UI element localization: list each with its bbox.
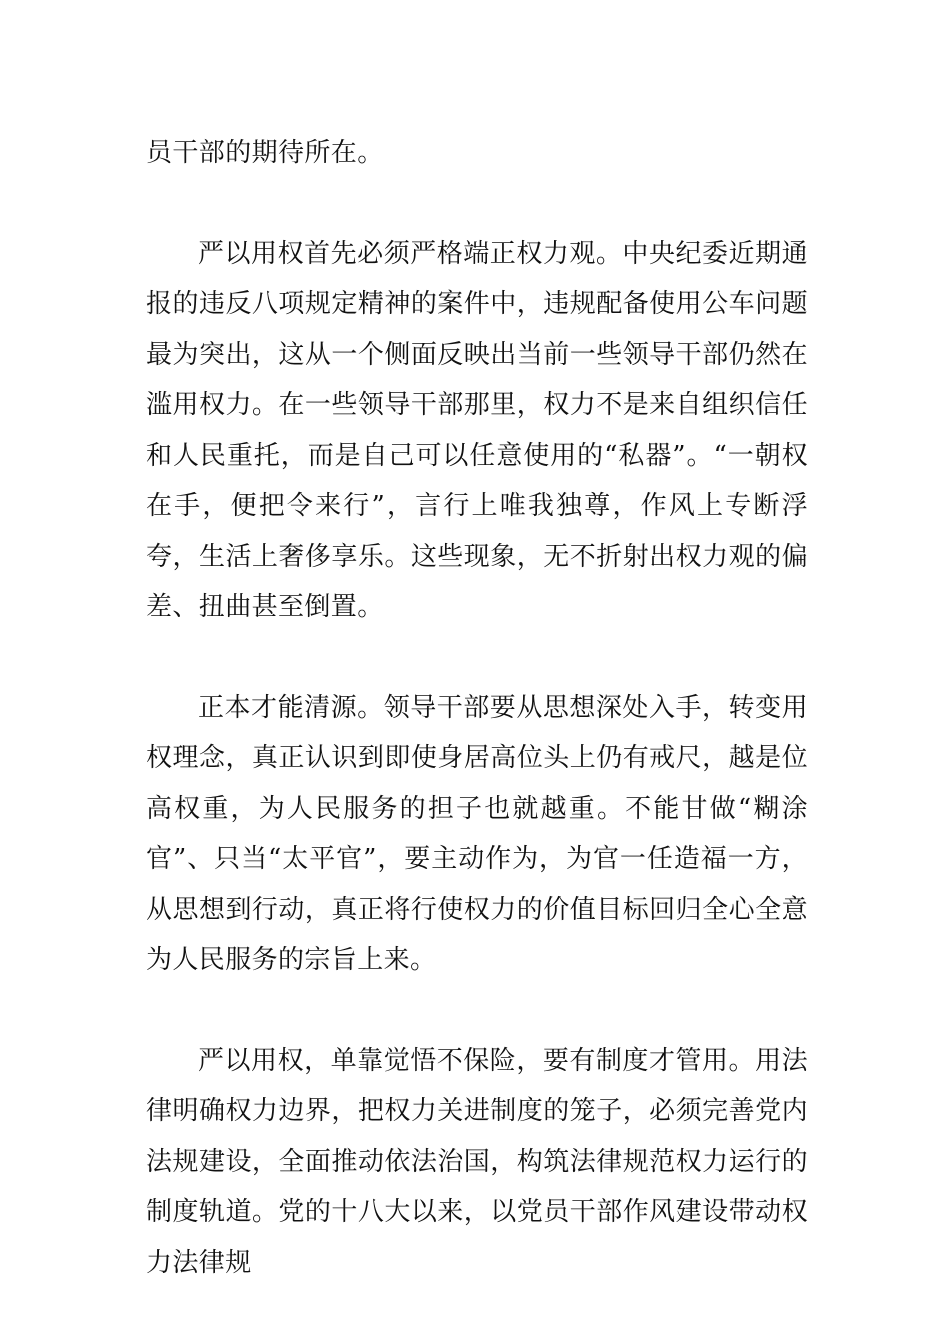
paragraph-1: 员干部的期待所在。 bbox=[146, 138, 384, 168]
paragraph-4: 严以用权，单靠觉悟不保险，要有制度才管用。用法律明确权力边界，把权力关进制度的笼子，必须完善党内法规建设，全面推动依法治国，构筑法律规范权力运行的制度轨道。党的十八大以来，以党员干部作风建设带动权力法律规 bbox=[146, 1045, 808, 1278]
paragraph-gap bbox=[146, 986, 808, 1036]
document-page bbox=[146, 128, 808, 1288]
paragraph-3: 正本才能清源。领导干部要从思想深处入手，转变用权理念，真正认识到即使身居高位头上仍有戒尺，越是位高权重，为人民服务的担子也就越重。不能甘做“糊涂官”、只当“太平官”，要主动作为，为官一任造福一方，从思想到行动，真正将行使权力的价值目标回归全心全意为人民服务的宗旨上来。 bbox=[146, 692, 808, 975]
paragraph-gap bbox=[146, 633, 808, 683]
paragraph-gap bbox=[146, 179, 808, 229]
paragraph-2: 严以用权首先必须严格端正权力观。中央纪委近期通报的违反八项规定精神的案件中，违规配备使用公车问题最为突出，这从一个侧面反映出当前一些领导干部仍然在滥用权力。在一些领导干部那里，权力不是来自组织信任和人民重托，而是自己可以任意使用的“私器”。“一朝权在手，便把令来行”，言行上唯我独尊，作风上专断浮夸，生活上奢侈享乐。这些现象，无不折射出权力观的偏差、扭曲甚至倒置。 bbox=[146, 238, 808, 622]
